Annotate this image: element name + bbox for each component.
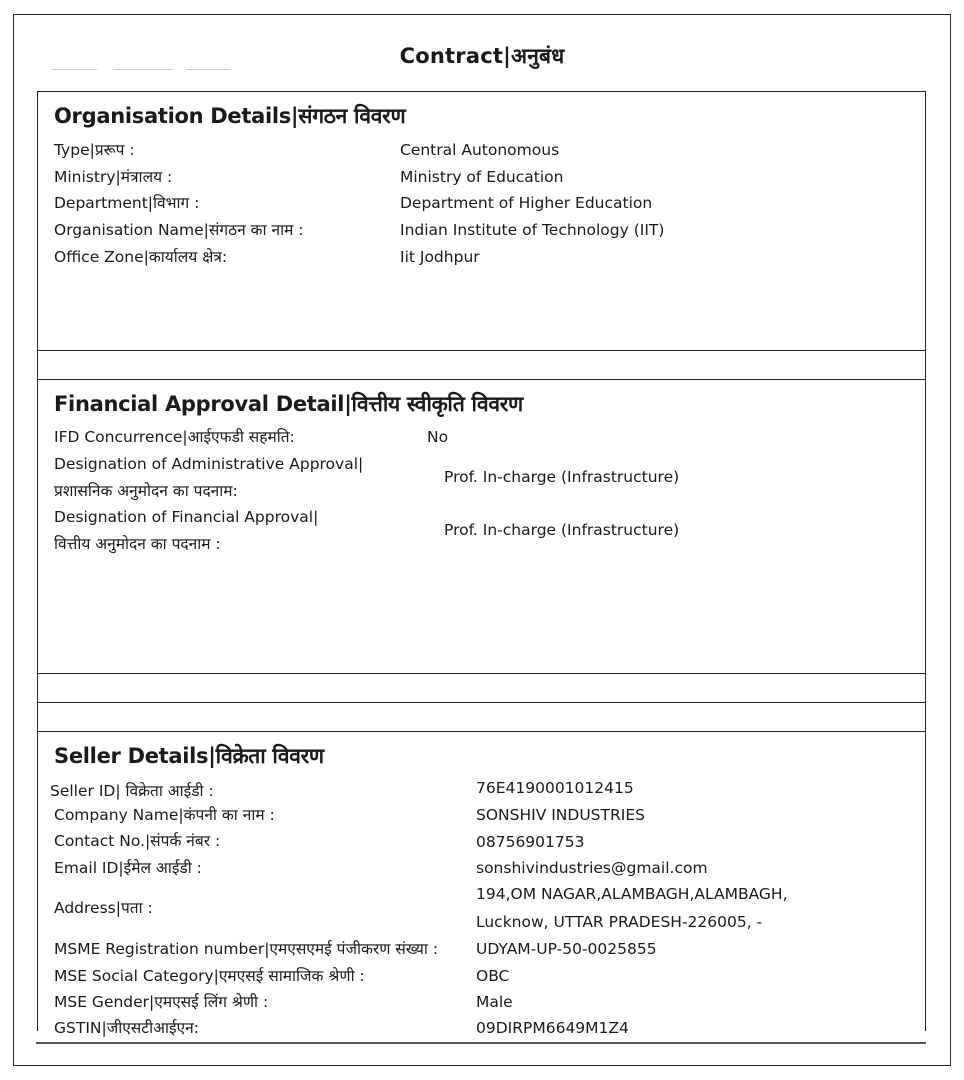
document-title: Contract|अनुबंध [399, 44, 565, 68]
gender-label: MSE Gender|एमएसई लिंग श्रेणी : [54, 993, 269, 1011]
financial-heading: Financial Approval Detail|वित्तीय स्वीकृति विवरण [54, 392, 523, 416]
social-category-value: OBC [476, 967, 510, 985]
gender-value: Male [476, 993, 513, 1011]
seller-id-value: 76E4190001012415 [476, 779, 634, 797]
org-name-value: Indian Institute of Technology (IIT) [400, 221, 665, 239]
org-name-label: Organisation Name|संगठन का नाम : [54, 221, 304, 239]
ifd-concurrence-label: IFD Concurrence|आईएफडी सहमति: [54, 428, 295, 446]
fin-approval-label-line2: वित्तीय अनुमोदन का पदनाम : [54, 535, 221, 553]
org-zone-label: Office Zone|कार्यालय क्षेत्र: [54, 248, 228, 266]
fin-approval-label-line1: Designation of Financial Approval| [54, 508, 319, 526]
address-line2: Lucknow, UTTAR PRADESH-226005, - [476, 913, 763, 931]
admin-approval-label-line1: Designation of Administrative Approval| [54, 455, 364, 473]
faint-divider [52, 69, 97, 70]
ifd-concurrence-value: No [427, 428, 449, 446]
address-line1: 194,OM NAGAR,ALAMBAGH,ALAMBAGH, [476, 885, 788, 903]
msme-value: UDYAM-UP-50-0025855 [476, 940, 657, 958]
org-ministry-value: Ministry of Education [400, 168, 564, 186]
spacer-row [37, 350, 926, 380]
company-name-value: SONSHIV INDUSTRIES [476, 806, 645, 824]
faint-divider [113, 69, 173, 70]
seller-heading: Seller Details|विक्रेता विवरण [54, 744, 324, 768]
email-value: sonshivindustries@gmail.com [476, 859, 708, 877]
msme-label: MSME Registration number|एमएसएमई पंजीकरण संख्या : [54, 940, 439, 958]
org-zone-value: Iit Jodhpur [400, 248, 480, 266]
spacer-row [37, 673, 926, 703]
gstin-label: GSTIN|जीएसटीआईएन: [54, 1019, 199, 1037]
admin-approval-label-line2: प्रशासनिक अनुमोदन का पदनाम: [54, 482, 238, 500]
organisation-heading: Organisation Details|संगठन विवरण [54, 104, 406, 128]
fin-approval-value: Prof. In-charge (Infrastructure) [444, 521, 680, 539]
org-type-value: Central Autonomous [400, 141, 560, 159]
spacer-row [37, 702, 926, 732]
faint-divider [186, 69, 231, 70]
address-label: Address|पता : [54, 899, 153, 917]
org-type-label: Type|प्ररूप : [54, 141, 135, 159]
contact-label: Contact No.|संपर्क नंबर : [54, 832, 221, 850]
contact-value: 08756901753 [476, 833, 585, 851]
social-category-label: MSE Social Category|एमएसई सामाजिक श्रेणी : [54, 967, 365, 985]
section-bottom-rule [36, 1042, 926, 1044]
org-department-value: Department of Higher Education [400, 194, 653, 212]
org-ministry-label: Ministry|मंत्रालय : [54, 168, 173, 186]
admin-approval-value: Prof. In-charge (Infrastructure) [444, 468, 680, 486]
org-department-label: Department|विभाग : [54, 194, 200, 212]
email-label: Email ID|ईमेल आईडी : [54, 859, 202, 877]
seller-id-label: Seller ID| विक्रेता आईडी : [50, 782, 214, 800]
gstin-value: 09DIRPM6649M1Z4 [476, 1019, 629, 1037]
company-name-label: Company Name|कंपनी का नाम : [54, 806, 275, 824]
